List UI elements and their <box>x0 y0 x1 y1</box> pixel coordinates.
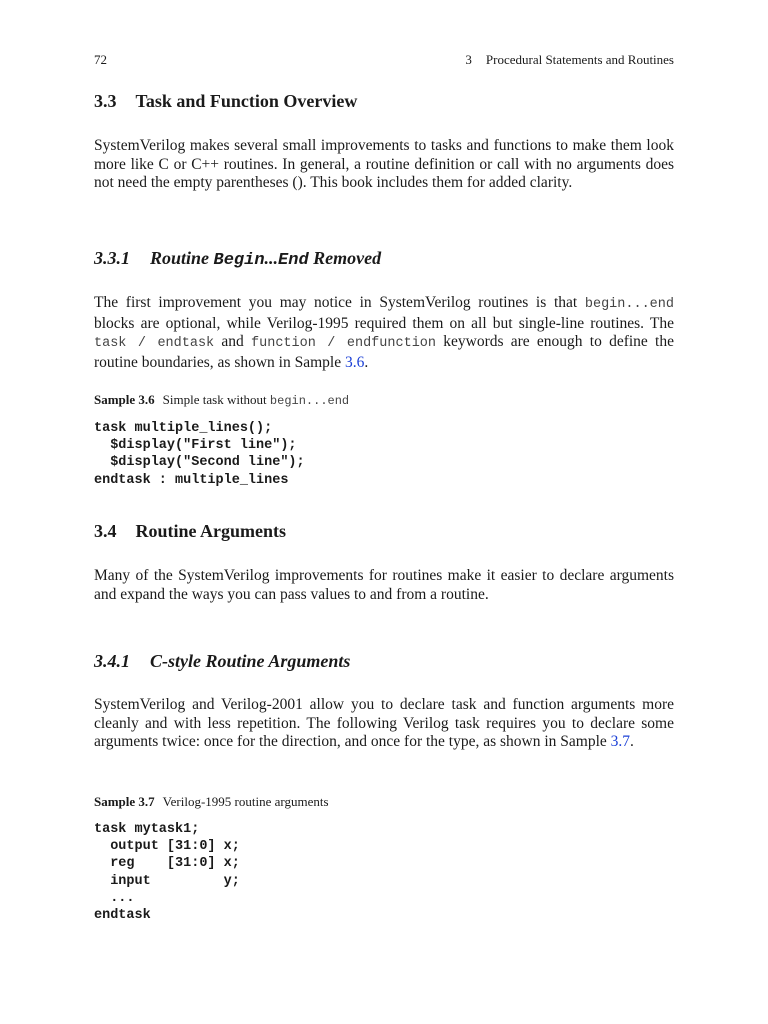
title-part: Routine <box>150 248 214 268</box>
chapter-heading <box>465 52 674 68</box>
sample-label: Sample 3.6 <box>94 392 155 407</box>
section-3-3-paragraph <box>94 137 674 193</box>
sample-3-7-link[interactable]: 3.7 <box>610 733 631 751</box>
paragraph-text: SystemVerilog makes several small improvements to tasks and functions to make them look more like C or C++ routines. In general, a routine definition or call with no arguments does not need the empty parentheses (). This book includes them for added clarity. <box>94 137 674 192</box>
caption-text: Verilog-1995 routine arguments <box>162 794 329 809</box>
text-run: keywords are enough to define the routine boundaries, as shown in Sample <box>94 333 674 372</box>
sample-3-6-link[interactable]: 3.6 <box>344 354 365 372</box>
text-run: The first improvement you may notice in SystemVerilog routines is that <box>94 294 585 311</box>
inline-code: task / endtask <box>94 336 215 352</box>
running-head <box>94 52 674 68</box>
section-3-3-1-paragraph <box>94 294 674 373</box>
title-code-begin: Begin <box>213 251 265 270</box>
section-title: Task and Function Overview <box>135 91 358 111</box>
text-run: and <box>214 333 252 351</box>
inline-code: function / endfunction <box>251 336 436 352</box>
text-run: . <box>630 733 634 751</box>
section-3-4-paragraph <box>94 567 674 604</box>
title-part: Removed <box>308 248 382 268</box>
text-run: blocks are optional, while Verilog-1995 required them on all but single-line routines. The <box>94 314 674 332</box>
sample-label: Sample 3.7 <box>94 794 155 809</box>
text-run: . <box>364 354 369 372</box>
sample-3-7-caption <box>94 794 674 810</box>
section-number: 3.3 <box>94 91 117 111</box>
section-3-4-1-heading <box>94 651 674 672</box>
sample-3-6-code-block <box>94 420 674 489</box>
chapter-title: Procedural Statements and Routines <box>485 52 674 67</box>
title-code-end: End <box>278 251 309 270</box>
caption-code: begin...end <box>269 394 350 408</box>
code-listing: task multiple_lines(); $display("First line"); $display("Second line"); endtask : multiple_lines <box>94 421 305 488</box>
section-number: 3.4 <box>94 521 117 541</box>
paragraph-text: Many of the SystemVerilog improvements for routines make it easier to declare arguments and expand the ways you can pass values to and from a routine. <box>94 567 674 603</box>
paragraph-text <box>94 294 674 373</box>
code-listing: task mytask1; output [31:0] x; reg [31:0] x; input y; ... endtask <box>94 822 240 924</box>
sample-3-7-code-block <box>94 821 674 924</box>
title-ellipsis: ... <box>264 248 279 268</box>
sample-3-6-caption <box>94 392 674 408</box>
subsection-number: 3.4.1 <box>94 651 130 671</box>
section-title: Routine Arguments <box>135 521 287 541</box>
section-3-3-heading <box>94 91 674 112</box>
subsection-title <box>150 248 381 270</box>
subsection-title: C-style Routine Arguments <box>150 651 351 671</box>
section-3-4-heading <box>94 521 674 542</box>
paragraph-text <box>94 696 674 752</box>
section-3-4-1-paragraph <box>94 696 674 752</box>
section-3-3-1-heading <box>94 248 674 270</box>
subsection-number: 3.3.1 <box>94 248 130 268</box>
text-run: SystemVerilog and Verilog-2001 allow you to declare task and function arguments more cleanly and with less repetition. The following Verilog task requires you to declare some arguments twice: once for the direction, and once for the type, as shown in Sample <box>94 696 674 751</box>
chapter-number: 3 <box>465 52 472 67</box>
inline-code: begin...end <box>584 297 674 312</box>
caption-text: Simple task without <box>162 392 270 407</box>
page-number: 72 <box>94 52 107 67</box>
